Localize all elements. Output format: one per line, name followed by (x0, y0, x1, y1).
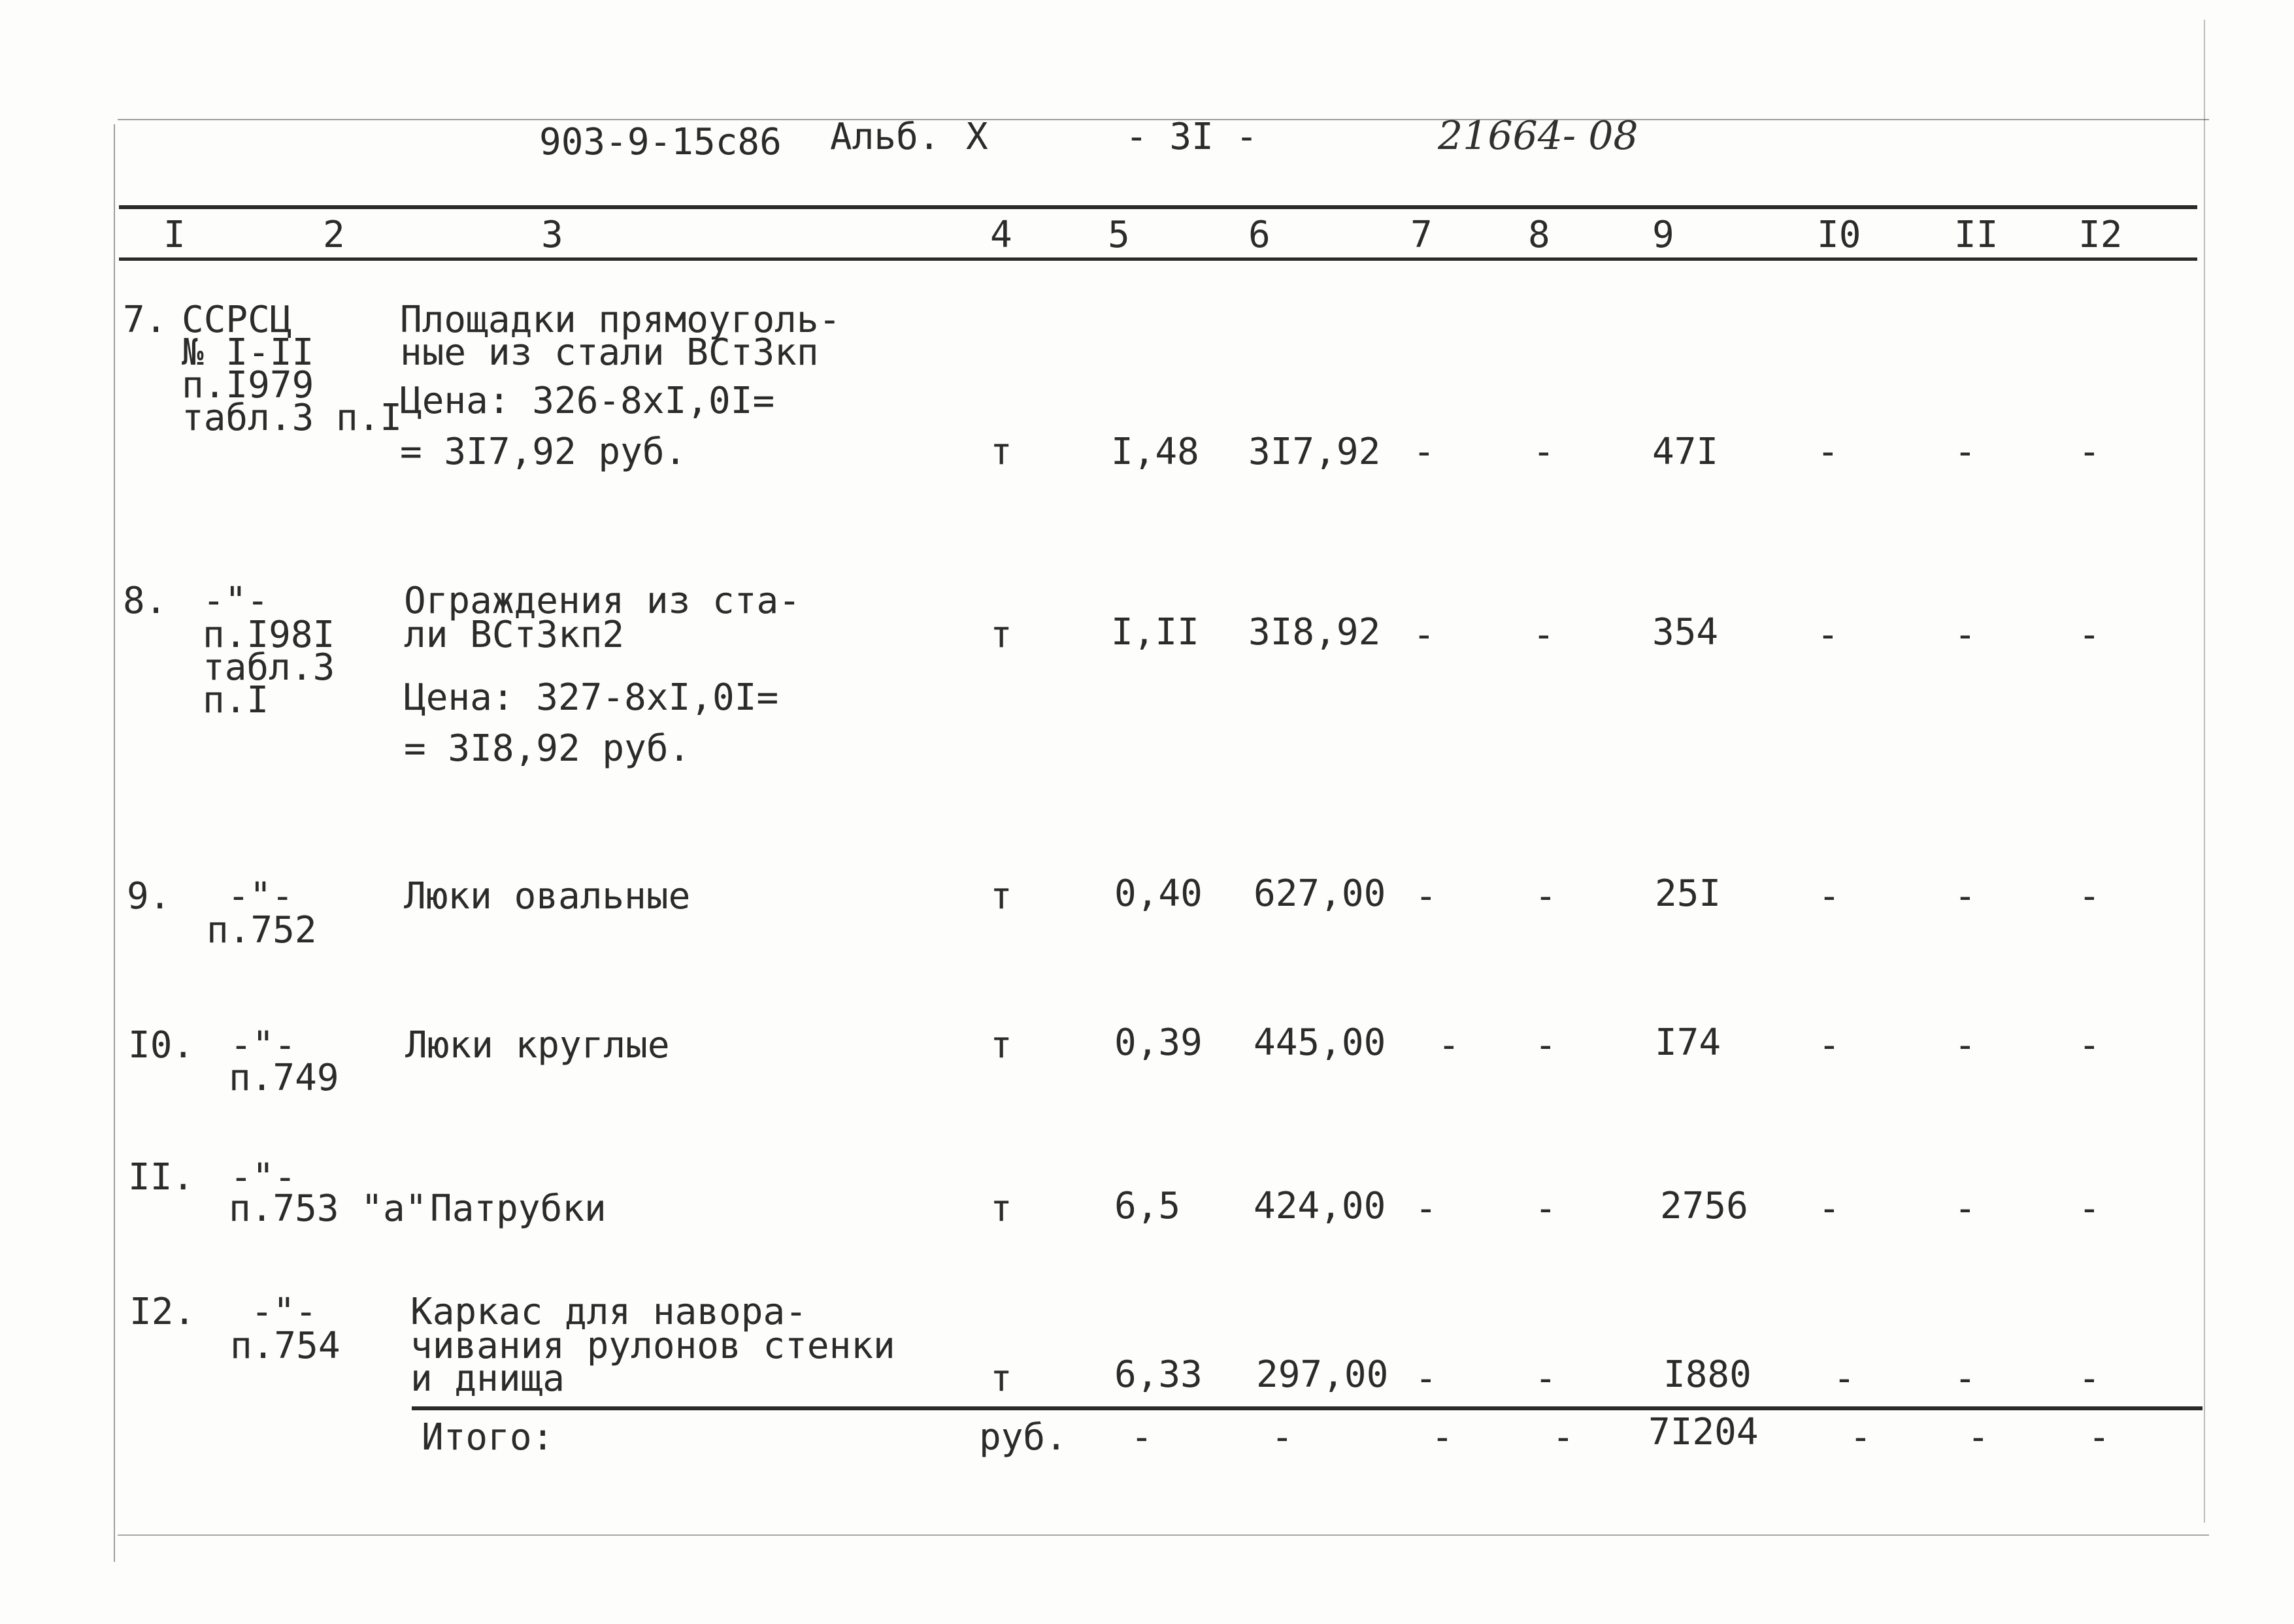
col-9: 9 (1652, 214, 1674, 256)
right-border (2204, 20, 2205, 1523)
total-unit: руб. (979, 1416, 1067, 1459)
col7-value: - (1415, 1187, 1437, 1230)
col8-value: - (1535, 1024, 1557, 1067)
col11-value: - (1954, 1357, 1976, 1400)
unit: т (990, 1024, 1012, 1067)
source-line: ССРСЦ (182, 299, 292, 341)
header-rule-bottom (119, 257, 2197, 261)
col11-value: - (1954, 875, 1976, 918)
total-cost: 2756 (1660, 1185, 1748, 1227)
source-line: п.752 (207, 909, 317, 952)
price: 445,00 (1254, 1021, 1386, 1064)
quantity: 0,39 (1114, 1021, 1203, 1064)
bottom-border (118, 1534, 2209, 1536)
unit: т (990, 431, 1012, 473)
col-4: 4 (990, 214, 1012, 256)
source-line: п.749 (229, 1057, 339, 1099)
col12-value: - (2078, 1024, 2101, 1067)
handwritten-note: 21664- 08 (1438, 113, 1638, 159)
description-line: Каркас для навора- (410, 1291, 807, 1333)
unit: т (990, 875, 1012, 918)
col-6: 6 (1248, 214, 1271, 256)
col11-value: - (1954, 614, 1976, 656)
col12-value: - (2078, 875, 2101, 918)
price: 297,00 (1256, 1353, 1389, 1396)
col8-value: - (1533, 614, 1555, 656)
quantity: 0,40 (1114, 872, 1203, 915)
total-cost: 354 (1652, 611, 1719, 654)
col7-value: - (1415, 875, 1437, 918)
source-line: -"- (230, 1156, 297, 1199)
total-cost: I880 (1663, 1353, 1752, 1396)
description-line: и днища (410, 1357, 565, 1400)
row-number: 8. (123, 580, 167, 622)
col10-value: - (1817, 431, 1839, 473)
total-col11: - (1967, 1416, 1989, 1459)
doc-code: 903-9-15с86 (539, 121, 782, 163)
source-line: -"- (251, 1291, 318, 1333)
description-line: чивания рулонов стенки (410, 1325, 895, 1367)
col7-value: - (1415, 1357, 1437, 1400)
left-border (114, 124, 115, 1562)
row-number: II. (128, 1156, 195, 1199)
album-label: Альб. (830, 116, 940, 158)
price: 3I7,92 (1248, 431, 1381, 473)
col12-value: - (2078, 614, 2101, 656)
album-number: X (966, 116, 988, 158)
col8-value: - (1533, 431, 1555, 473)
source-line: табл.3 п.I (182, 397, 403, 439)
source-line: п.754 (230, 1325, 341, 1367)
quantity: 6,5 (1114, 1185, 1181, 1227)
col-10: I0 (1817, 214, 1861, 256)
row-number: 9. (127, 875, 171, 918)
col7-value: - (1438, 1024, 1460, 1067)
price: 627,00 (1254, 872, 1386, 915)
description-line: = 3I8,92 руб. (404, 727, 691, 770)
source-line: табл.3 (203, 646, 335, 689)
row-number: I0. (128, 1024, 195, 1067)
col10-value: - (1818, 875, 1840, 918)
description-line: Ограждения из ста- (404, 580, 801, 622)
col-12: I2 (2078, 214, 2123, 256)
price: 3I8,92 (1248, 611, 1381, 654)
source-line: -"- (227, 875, 294, 918)
grand-total: 7I204 (1648, 1411, 1759, 1453)
total-col5: - (1131, 1416, 1153, 1459)
source-line: п.I979 (182, 364, 314, 406)
header-rule-top (119, 205, 2197, 209)
col10-value: - (1817, 614, 1839, 656)
total-cost: 47I (1652, 431, 1719, 473)
price: 424,00 (1254, 1185, 1386, 1227)
col11-value: - (1954, 431, 1976, 473)
col10-value: - (1833, 1357, 1855, 1400)
total-col12: - (2088, 1416, 2110, 1459)
col8-value: - (1535, 1357, 1557, 1400)
col10-value: - (1818, 1024, 1840, 1067)
total-col10: - (1850, 1416, 1872, 1459)
row-number: 7. (123, 299, 167, 341)
source-line: -"- (203, 580, 269, 622)
source-line: -"- (230, 1024, 297, 1067)
description-line: ные из стали ВСт3кп (400, 331, 819, 374)
col-5: 5 (1108, 214, 1130, 256)
source-line: п.I (203, 679, 269, 721)
quantity: I,48 (1111, 431, 1199, 473)
unit: т (990, 614, 1012, 656)
description-line: ли ВСт3кп2 (404, 614, 625, 656)
col-3: 3 (541, 214, 563, 256)
col-1: I (163, 214, 186, 256)
source-line: п.753 "а" (229, 1187, 427, 1230)
col-7: 7 (1410, 214, 1433, 256)
description-line: Площадки прямоуголь- (400, 299, 841, 341)
unit: т (990, 1187, 1012, 1230)
col8-value: - (1535, 1187, 1557, 1230)
col12-value: - (2078, 1187, 2101, 1230)
quantity: 6,33 (1114, 1353, 1203, 1396)
total-col8: - (1552, 1416, 1574, 1459)
col7-value: - (1413, 614, 1435, 656)
description-line: Цена: 327-8хI,0I= (404, 676, 779, 719)
col12-value: - (2078, 431, 2101, 473)
source-line: п.I98I (203, 614, 335, 656)
col12-value: - (2078, 1357, 2101, 1400)
description-line: = 3I7,92 руб. (400, 431, 687, 473)
col11-value: - (1954, 1187, 1976, 1230)
col7-value: - (1413, 431, 1435, 473)
description-line: Люки круглые (405, 1024, 670, 1067)
description-line: Цена: 326-8хI,0I= (400, 380, 775, 422)
col-2: 2 (323, 214, 345, 256)
col11-value: - (1954, 1024, 1976, 1067)
col10-value: - (1818, 1187, 1840, 1230)
description-line: Патрубки (430, 1187, 607, 1230)
description-line: Люки овальные (404, 875, 691, 918)
total-label: Итого: (422, 1416, 554, 1459)
source-line: № I-II (182, 331, 314, 374)
page-number: - 3I - (1125, 116, 1258, 158)
col-8: 8 (1528, 214, 1550, 256)
row-number: I2. (129, 1291, 196, 1333)
total-cost: 25I (1655, 872, 1721, 915)
quantity: I,II (1111, 611, 1199, 654)
col-11: II (1954, 214, 1999, 256)
unit: т (990, 1357, 1012, 1400)
col8-value: - (1535, 875, 1557, 918)
total-col6: - (1271, 1416, 1293, 1459)
total-cost: I74 (1655, 1021, 1721, 1064)
total-rule (412, 1406, 2203, 1410)
total-col7: - (1431, 1416, 1454, 1459)
